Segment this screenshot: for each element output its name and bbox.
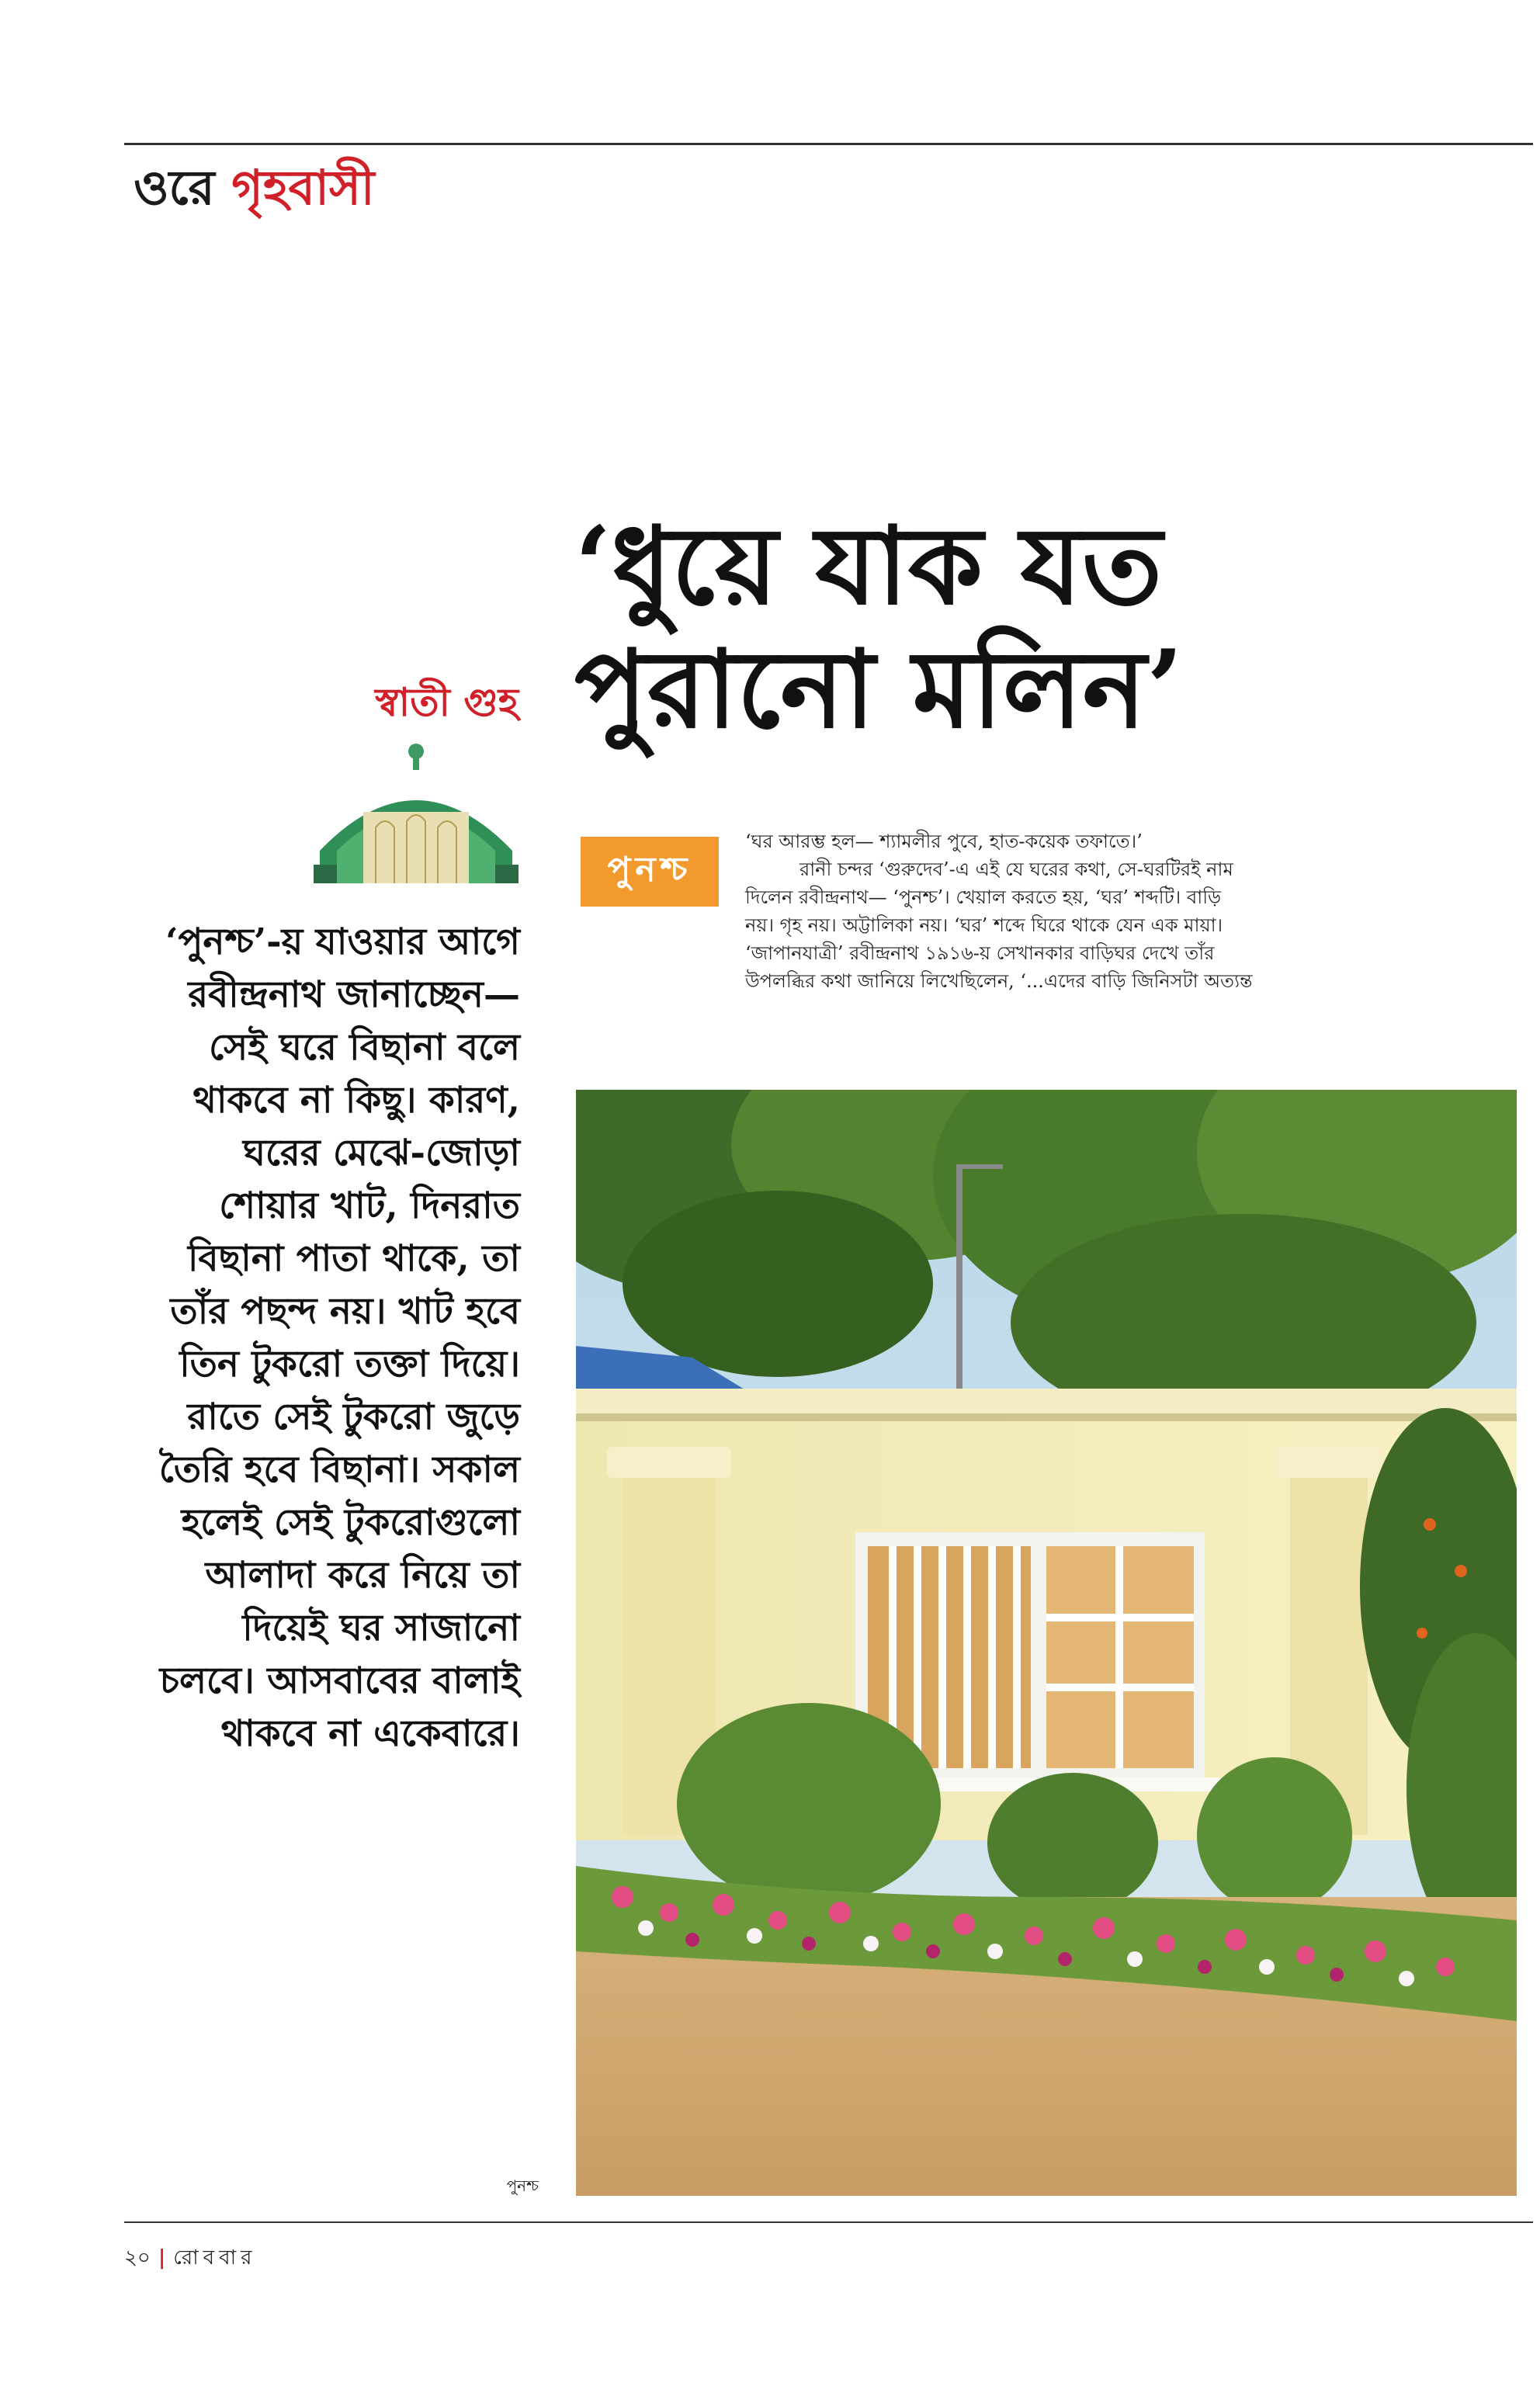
headline-line-2: পুরানো মলিন’: [574, 625, 1184, 752]
intro-line: থাকবে না কিছু। কারণ,: [192, 1079, 520, 1122]
punashcha-thumbnail: [314, 734, 519, 883]
magazine-name: রোববার: [173, 2246, 257, 2270]
section-highlight: গৃহবাসী: [231, 159, 375, 216]
top-rule: [124, 143, 1533, 145]
folio-separator: |: [158, 2246, 166, 2270]
intro-line: তাঁর পছন্দ নয়। খাট হবে: [170, 1290, 520, 1333]
body-line: ‘ঘর আরম্ভ হল— শ্যামলীর পুবে, হাত-কয়েক তফাতে।’: [745, 831, 1143, 852]
body-line: রানী চন্দর ‘গুরুদেব’-এ এই যে ঘরের কথা, সে-ঘরটিরই নাম: [799, 858, 1233, 880]
author-byline: স্বাতী গুহ: [375, 679, 519, 725]
body-line: নয়। গৃহ নয়। অট্টালিকা নয়। ‘ঘর’ শব্দে ঘিরে থাকে যেন এক মায়া।: [745, 914, 1223, 936]
intro-line: তৈরি হবে বিছানা। সকাল: [158, 1448, 520, 1491]
house-photo: [576, 1090, 1517, 2196]
page-folio: [124, 2242, 256, 2276]
intro-line: রবীন্দ্রনাথ জানাচ্ছেন—: [188, 973, 520, 1016]
photo-credit: পুনশ্চ: [506, 2176, 539, 2195]
intro-line: সেই ঘরে বিছানা বলে: [209, 1026, 520, 1069]
intro-line: রাতে সেই টুকরো জুড়ে: [187, 1396, 520, 1438]
body-line: ‘জাপানযাত্রী’ রবীন্দ্রনাথ ১৯১৬-য় সেখানকার বাড়িঘর দেখে তাঁর: [745, 942, 1215, 964]
intro-line: দিয়েই ঘর সাজানো: [242, 1607, 520, 1649]
section-prefix: ওরে: [134, 159, 215, 216]
bottom-rule: [124, 2221, 1533, 2223]
body-line: দিলেন রবীন্দ্রনাথ— ‘পুনশ্চ’। খেয়াল করতে হয়, ‘ঘর’ শব্দটি। বাড়ি: [745, 886, 1222, 908]
body-text: [745, 827, 1521, 995]
intro-line: ঘরের মেঝে-জোড়া: [242, 1132, 520, 1174]
page-number: ২০: [124, 2246, 151, 2270]
headline-line-1: ‘ধুয়ে যাক যত: [574, 502, 1163, 629]
intro-line: আলাদা করে নিয়ে তা: [205, 1554, 520, 1597]
intro-paragraph: [124, 916, 520, 1760]
headline: [574, 502, 1506, 752]
intro-line: তিন টুকরো তক্তা দিয়ে।: [179, 1343, 520, 1386]
intro-line: ‘পুনশ্চ’-য় যাওয়ার আগে: [165, 921, 520, 963]
body-line: উপলব্ধির কথা জানিয়ে লিখেছিলেন, ‘...এদের বাড়ি জিনিসটা অত্যন্ত: [745, 970, 1253, 992]
intro-line: শোয়ার খাট, দিনরাত: [219, 1184, 520, 1227]
intro-line: থাকবে না একেবারে।: [220, 1712, 520, 1755]
intro-line: বিছানা পাতা থাকে, তা: [187, 1237, 520, 1280]
section-title: [134, 161, 375, 214]
intro-line: চলবে। আসবাবের বালাই: [159, 1659, 520, 1702]
intro-line: হলেই সেই টুকরোগুলো: [181, 1501, 520, 1544]
punashcha-badge: পুনশ্চ: [581, 837, 719, 907]
